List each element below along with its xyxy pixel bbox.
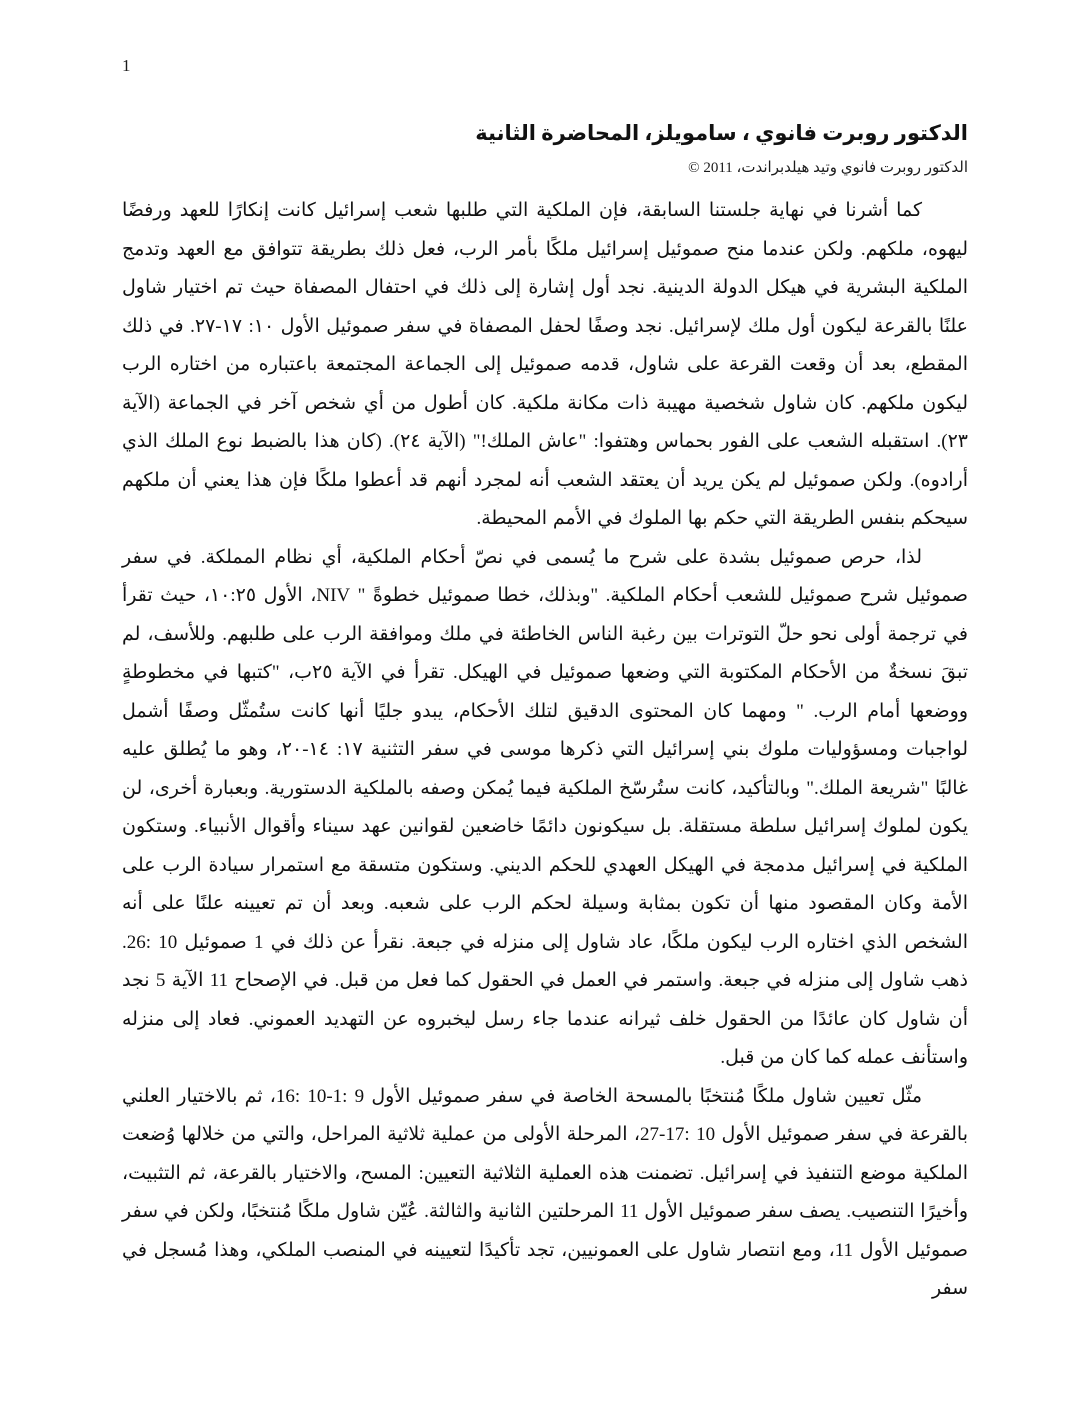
paragraph-1: كما أشرنا في نهاية جلستنا السابقة، فإن الملكية التي طلبها شعب إسرائيل كانت إنكارًا للعهد ورفضًا ليهوه، ملكهم. ولكن عندما منح صموئيل إسرائيل ملكًا بأمر الرب، فعل ذلك بطريقة تتوافق مع العهد وتدمج الملكية البشرية في هيكل الدولة الدينية. نجد أول إشارة إلى ذلك في احتفال المصفاة حيث تم اختيار شاول علنًا بالقرعة ليكون أول ملك لإسرائيل. نجد وصفًا لحفل المصفاة في سفر صموئيل الأول ١٠: ١٧-٢٧. في ذلك المقطع، بعد أن وقعت القرعة على شاول، قدمه صموئيل إلى الجماعة المجتمعة باعتباره من اختاره الرب ليكون ملكهم. كان شاول شخصية مهيبة ذات مكانة ملكية. كان أطول من أي شخص آخر في الجماعة (الآية ٢٣). استقبله الشعب على الفور بحماس وهتفوا: "عاش الملك!" (الآية ٢٤). (كان هذا بالضبط نوع الملك الذي أرادوه). ولكن صموئيل لم يكن يريد أن يعتقد الشعب أنه لمجرد أنهم قد أعطوا ملكًا فإن هذا يعني أن ملكهم سيحكم بنفس الطريقة التي حكم بها الملوك في الأمم المحيطة. xyxy=(122,200,969,529)
page-number: 1 xyxy=(122,56,131,75)
paragraph-2: لذا، حرص صموئيل بشدة على شرح ما يُسمى في نصّ أحكام الملكية، أي نظام المملكة. في سفر صموئيل شرح صموئيل للشعب أحكام الملكية. "وبذلك، خطا صموئيل خطوةً " NIV، الأول ١٠:٢٥، حيث تقرأ في ترجمة أولى نحو حلّ التوترات بين رغبة الناس الخاطئة في ملك وموافقة الرب على طلبهم. وللأسف، لم تبقَ نسخةٌ من الأحكام المكتوبة التي وضعها صموئيل في الهيكل. تقرأ في الآية ٢٥ب، "كتبها في مخطوطةٍ ووضعها أمام الرب. " ومهما كان المحتوى الدقيق لتلك الأحكام، يبدو جليًا أنها كانت ستُمثّل وصفًا أشمل لواجبات ومسؤوليات ملوك بني إسرائيل التي ذكرها موسى في سفر التثنية ١٧: ١٤-٢٠، وهو ما يُطلق عليه غالبًا "شريعة الملك." وبالتأكيد، كانت ستُرسّخ الملكية فيما يُمكن وصفه بالملكية الدستورية. وبعبارة أخرى، لن يكون لملوك إسرائيل سلطة مستقلة. بل سيكونون دائمًا خاضعين لقوانين عهد سيناء وأقوال الأنبياء. وستكون الملكية في إسرائيل مدمجة في الهيكل العهدي للحكم الديني. وستكون متسقة مع استمرار سيادة الرب على الأمة وكان المقصود منها أن تكون بمثابة وسيلة لحكم الرب على شعبه. وبعد أن تم تعيينه علنًا على أنه الشخص الذي اختاره الرب ليكون ملكًا، عاد شاول إلى منزله في جبعة. نقرأ عن ذلك في 1 صموئيل 10 :26. ذهب شاول إلى منزله في جبعة. واستمر في العمل في الحقول كما فعل من قبل. في الإصحاح 11 الآية 5 نجد أن شاول كان عائدًا من الحقول خلف ثيرانه عندما جاء رسل ليخبروه عن التهديد العموني. فعاد إلى منزله واستأنف عمله كما كان من قبل. xyxy=(122,546,969,1068)
paragraph-3: مثّل تعيين شاول ملكًا مُنتخبًا بالمسحة الخاصة في سفر صموئيل الأول 9 :1-10 :16، ثم بالاختيار العلني بالقرعة في سفر صموئيل الأول 10 :17-27، المرحلة الأولى من عملية ثلاثية المراحل، والتي من خلالها وُضعت الملكية موضع التنفيذ في إسرائيل. تضمنت هذه العملية الثلاثية التعيين: المسح، والاختيار بالقرعة، ثم التثبيت، وأخيرًا التنصيب. يصف سفر صموئيل الأول 11 المرحلتين الثانية والثالثة. عُيّن شاول ملكًا مُنتخبًا، ولكن في سفر صموئيل الأول 11، ومع انتصار شاول على العمونيين، تجد تأكيدًا لتعيينه في المنصب الملكي، وهذا مُسجل في سفر xyxy=(122,1085,969,1299)
copyright-line: الدكتور روبرت فانوي وتيد هيلدبراندت، 2011 © xyxy=(688,160,968,176)
document-title: الدكتور روبرت فانوي ، سامويلز، المحاضرة الثانية xyxy=(475,121,968,145)
